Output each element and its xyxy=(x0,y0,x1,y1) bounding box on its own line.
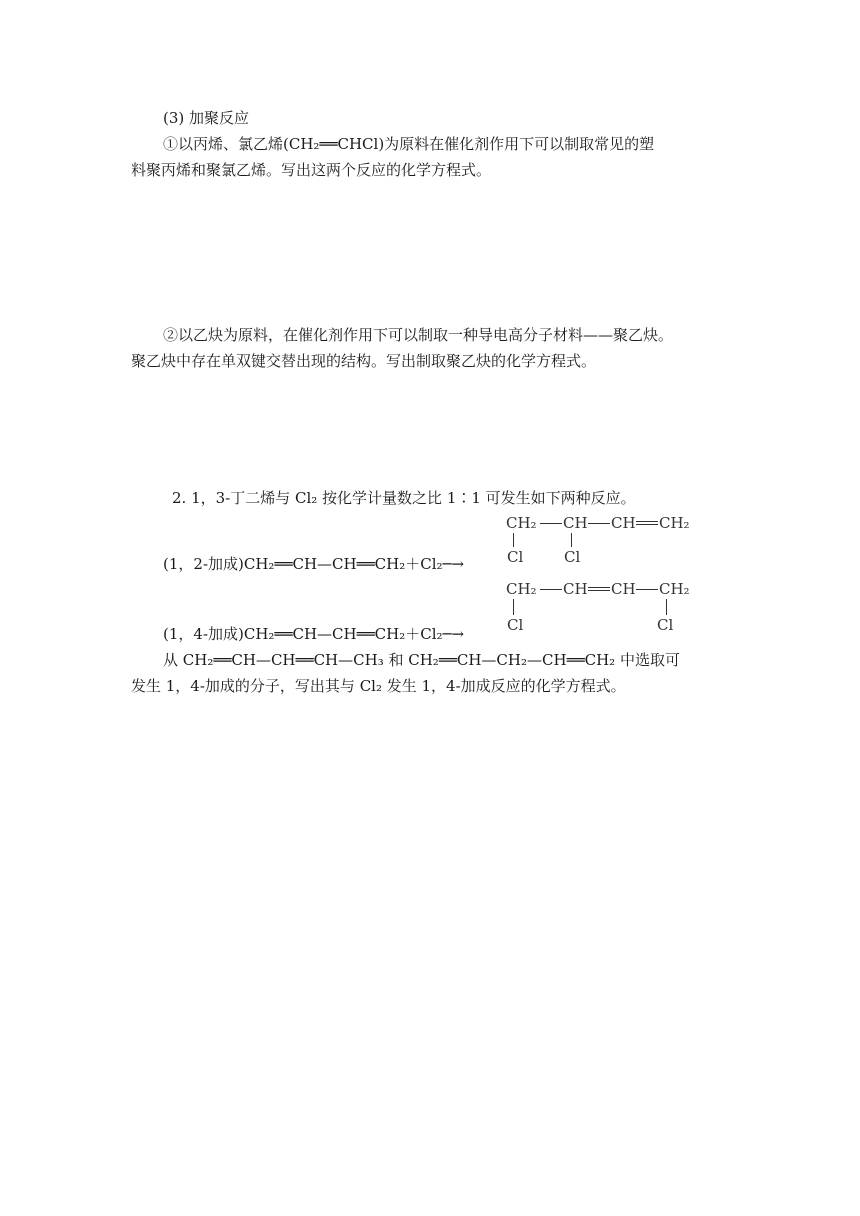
question-1-text-line-1: ①以丙烯、氯乙烯(CH₂══CHCl)为原料在催化剂作用下可以制取常见的塑 xyxy=(163,135,655,153)
question-2-task-line-1: 从 CH₂══CH—CH══CH—CH₃ 和 CH₂══CH—CH₂—CH══CH₂ 中选取可 xyxy=(163,651,680,669)
product-1-c3: CH xyxy=(611,514,636,532)
product-1-cl-bond-a xyxy=(513,533,514,547)
product-2-single-bond-1 xyxy=(540,589,562,590)
product-2-c1: CH₂ xyxy=(506,580,537,598)
product-2-single-bond-2 xyxy=(636,589,658,590)
product-1-single-bond-2 xyxy=(588,523,610,524)
question-2-text-line-2: 聚乙炔中存在单双键交替出现的结构。写出制取聚乙炔的化学方程式。 xyxy=(131,352,597,370)
question-2-task-line-2: 发生 1，4-加成的分子，写出其与 Cl₂ 发生 1，4-加成反应的化学方程式。 xyxy=(131,677,626,695)
product-2-cl-a: Cl xyxy=(507,616,524,634)
product-2-cl-bond-a xyxy=(513,599,514,615)
product-2-c4: CH₂ xyxy=(659,580,690,598)
question-1-text-line-2: 料聚丙烯和聚氯乙烯。写出这两个反应的化学方程式。 xyxy=(131,161,492,179)
product-2-cl-b: Cl xyxy=(657,616,674,634)
product-1-cl-b: Cl xyxy=(564,548,581,566)
product-1-c4: CH₂ xyxy=(659,514,690,532)
product-1-c1: CH₂ xyxy=(506,514,537,532)
section-heading: (3) 加聚反应 xyxy=(163,109,250,127)
reaction-1-equation: (1，2-加成)CH₂══CH—CH══CH₂＋Cl₂─→ xyxy=(163,555,465,573)
product-2-double-bond xyxy=(588,587,610,591)
reaction-2-equation: (1，4-加成)CH₂══CH—CH══CH₂＋Cl₂─→ xyxy=(163,625,465,643)
question-2-text-line-1: ②以乙炔为原料，在催化剂作用下可以制取一种导电高分子材料——聚乙炔。 xyxy=(163,326,674,344)
product-1-cl-a: Cl xyxy=(507,548,524,566)
product-2-c2: CH xyxy=(563,580,588,598)
product-2-c3: CH xyxy=(611,580,636,598)
product-1-cl-bond-b xyxy=(571,533,572,547)
product-1-c2: CH xyxy=(563,514,588,532)
product-1-single-bond-1 xyxy=(540,523,562,524)
product-2-cl-bond-b xyxy=(666,599,667,615)
question-2-intro: 2. 1，3-丁二烯与 Cl₂ 按化学计量数之比 1∶1 可发生如下两种反应。 xyxy=(172,489,636,507)
product-1-double-bond xyxy=(636,521,658,525)
